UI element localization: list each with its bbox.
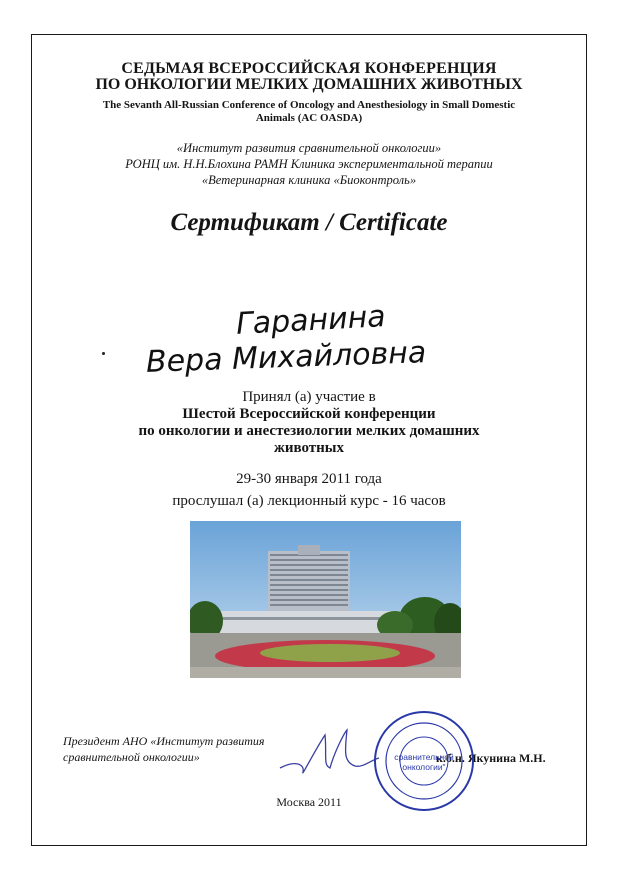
conference-dates: 29-30 января 2011 года — [236, 471, 382, 487]
conference-title-ru-line1: СЕДЬМАЯ ВСЕРОССИЙСКАЯ КОНФЕРЕНЦИЯ — [121, 60, 497, 77]
institution-3: «Ветеринарная клиника «Биоконтроль» — [201, 173, 417, 187]
institutions-block — [31, 140, 587, 188]
conference-name-line3: животных — [273, 440, 345, 456]
conference-title-ru-line2: ПО ОНКОЛОГИИ МЕЛКИХ ДОМАШНИХ ЖИВОТНЫХ — [95, 76, 523, 93]
institution-2: РОНЦ им. Н.Н.Блохина РАМН Клиника экспериментальной терапии — [125, 157, 493, 171]
president-line1: Президент АНО «Институт развития — [63, 734, 265, 748]
president-line2: сравнительной онкологии» — [63, 750, 200, 764]
recipient-given-names: Вера Михайловна — [145, 335, 427, 380]
conference-name-line2: по онкологии и анестезиологии мелких домашних — [138, 423, 480, 439]
city-year: Москва 2011 — [276, 795, 342, 809]
conference-name — [31, 406, 587, 457]
building-photo — [190, 521, 461, 678]
participation-text: Принял (а) участие в — [242, 389, 376, 405]
conference-title-en-line1: The Sevanth All-Russian Conference of Oncology and Anesthesiology in Small Domestic — [102, 99, 516, 111]
ink-dot — [102, 352, 105, 355]
signer-name: к.б.н. Якунина М.Н. — [436, 751, 546, 765]
president-caption — [63, 733, 264, 765]
stamp-center-line2: онкологии" — [402, 762, 446, 772]
building-photo-icon — [190, 521, 461, 678]
conference-title-en-line2: Animals (AC OASDA) — [255, 112, 363, 124]
institution-1: «Институт развития сравнительной онкологии» — [176, 141, 442, 155]
recipient-surname: Гаранина — [235, 299, 387, 342]
conference-name-line1: Шестой Всероссийской конференции — [182, 406, 436, 422]
certificate-title: Сертификат / Certificate — [170, 209, 448, 236]
course-hours: прослушал (а) лекционный курс - 16 часов — [172, 493, 446, 509]
conference-title-en — [31, 99, 587, 125]
handwritten-signature — [275, 720, 385, 780]
stamp-center-line1: сравнительной — [394, 752, 454, 762]
